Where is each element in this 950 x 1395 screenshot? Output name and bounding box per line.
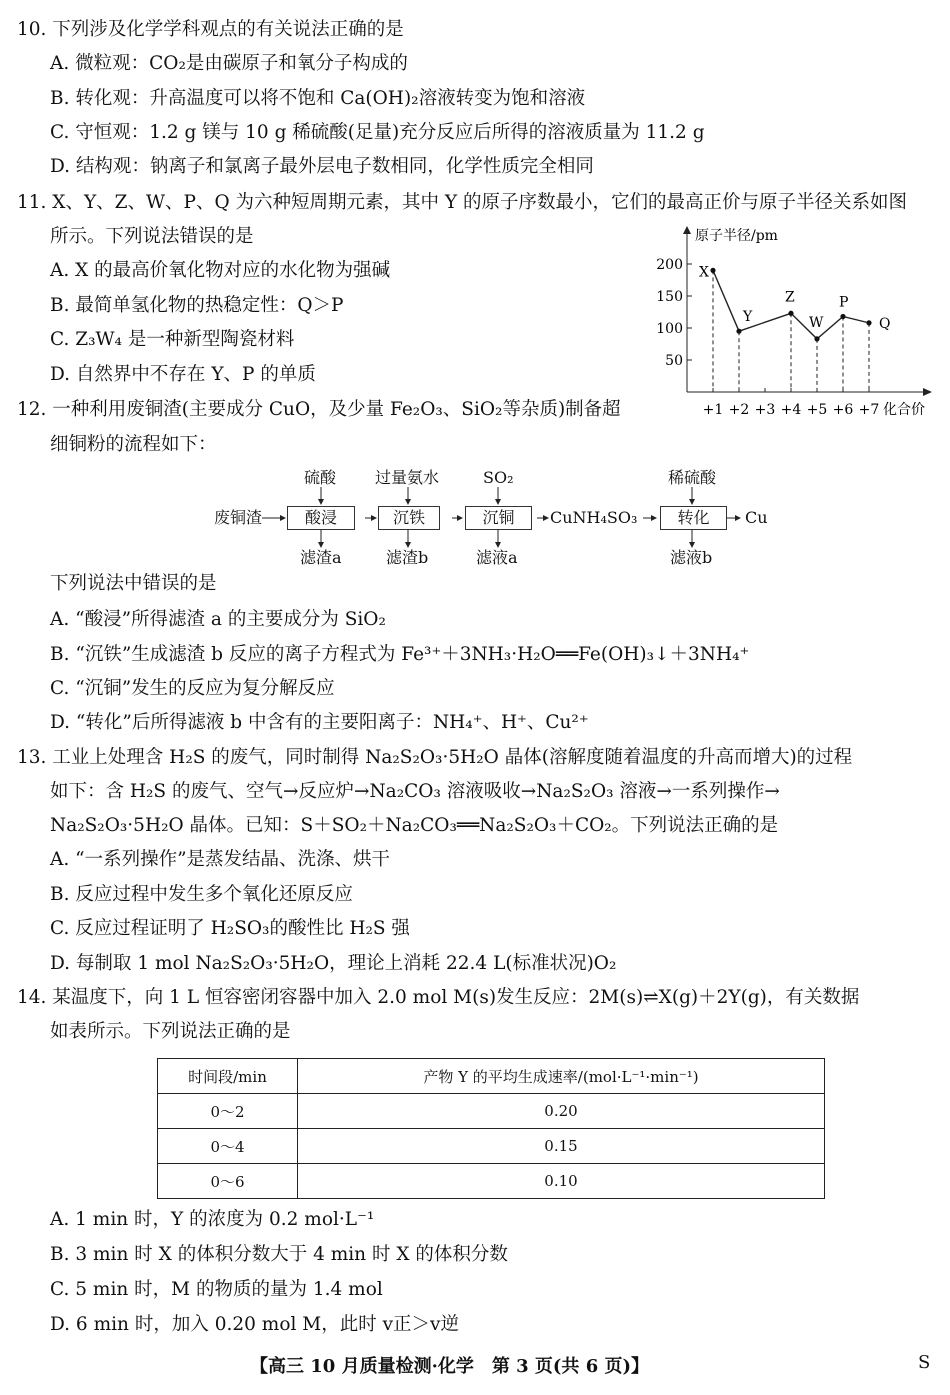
q12-option-d: D. “转化”后所得滤液 b 中含有的主要阳离子：NH₄⁺、H⁺、Cu²⁺ — [50, 712, 589, 733]
x-axis-label: 化合价 — [883, 402, 925, 417]
flow-input-4: 稀硫酸 — [668, 468, 717, 487]
flow-start: 废铜渣 — [214, 508, 263, 527]
table-cell: 0～6 — [158, 1164, 298, 1199]
rate-table — [157, 1058, 825, 1199]
q14-option-d: D. 6 min 时，加入 0.20 mol M，此时 v正＞v逆 — [50, 1314, 459, 1335]
data-point-y — [736, 329, 741, 334]
y-tick-label: 150 — [656, 289, 683, 305]
q12-option-c: C. “沉铜”发生的反应为复分解反应 — [50, 678, 335, 699]
q10-option-b: B. 转化观：升高温度可以将不饱和 Ca(OH)₂溶液转变为饱和溶液 — [50, 88, 586, 109]
data-point-p — [840, 314, 845, 319]
q13-option-d: D. 每制取 1 mol Na₂S₂O₃·5H₂O，理论上消耗 22.4 L(标准状况)O₂ — [50, 953, 617, 974]
x-tick-label: +3 — [754, 402, 776, 417]
x-tick-label: +5 — [806, 402, 828, 417]
q13-stem-1: 13. 工业上处理含 H₂S 的废气，同时制得 Na₂S₂O₃·5H₂O 晶体(溶解度随着温度的升高而增大)的过程 — [17, 747, 853, 768]
q10-stem: 10. 下列涉及化学学科观点的有关说法正确的是 — [17, 19, 404, 40]
flow-step-acid-leach: 酸浸 — [287, 506, 355, 530]
table-cell: 0.20 — [298, 1094, 825, 1129]
q11-stem: 11. X、Y、Z、W、P、Q 为六种短周期元素，其中 Y 的原子序数最小，它们的最高正价与原子半径关系如图 — [17, 192, 908, 213]
q11-stem-cont: 所示。下列说法错误的是 — [50, 226, 254, 247]
x-tick-label: +2 — [728, 402, 750, 417]
q13-option-a: A. “一系列操作”是蒸发结晶、洗涤、烘干 — [50, 849, 391, 870]
q12-option-a: A. “酸浸”所得滤渣 a 的主要成分为 SiO₂ — [50, 609, 386, 630]
table-row — [158, 1164, 825, 1199]
q14-option-b: B. 3 min 时 X 的体积分数大于 4 min 时 X 的体积分数 — [50, 1244, 508, 1265]
flow-input-3: SO₂ — [483, 468, 514, 487]
q10-option-d: D. 结构观：钠离子和氯离子最外层电子数相同，化学性质完全相同 — [50, 156, 594, 177]
q14-option-c: C. 5 min 时，M 的物质的量为 1.4 mol — [50, 1279, 383, 1300]
x-axis-arrow — [923, 388, 932, 396]
flow-output-1: 滤渣a — [300, 548, 342, 567]
q10-option-a: A. 微粒观：CO₂是由碳原子和氧分子构成的 — [50, 53, 408, 74]
flow-input-2: 过量氨水 — [375, 468, 440, 487]
flow-intermediate: CuNH₄SO₃ — [550, 508, 638, 527]
point-label: Z — [785, 289, 795, 306]
y-axis-label: 原子半径/pm — [695, 228, 778, 244]
table-header-row — [158, 1059, 825, 1094]
data-point-x — [710, 268, 715, 273]
q13-option-c: C. 反应过程证明了 H₂SO₃的酸性比 H₂S 强 — [50, 918, 410, 939]
x-tick-label: +7 — [858, 402, 880, 417]
q12-stem-cont: 细铜粉的流程如下： — [50, 434, 217, 455]
flow-step-copper-precip: 沉铜 — [465, 506, 532, 530]
data-point-w — [814, 336, 819, 341]
flow-step-conversion: 转化 — [660, 506, 727, 530]
q10-option-c: C. 守恒观：1.2 g 镁与 10 g 稀硫酸(足量)充分反应后所得的溶液质量为 11.2 g — [50, 122, 705, 143]
flow-input-1: 硫酸 — [304, 468, 337, 487]
table-header: 产物 Y 的平均生成速率/(mol·L⁻¹·min⁻¹) — [298, 1059, 825, 1094]
table-cell: 0.10 — [298, 1164, 825, 1199]
y-tick-label: 50 — [665, 353, 683, 369]
radius-valence-chart — [655, 222, 945, 417]
q13-stem-2: 如下：含 H₂S 的废气、空气→反应炉→Na₂CO₃ 溶液吸收→Na₂S₂O₃ 溶液→一系列操作→ — [50, 781, 780, 802]
point-label: Y — [743, 309, 753, 326]
data-point-q — [866, 320, 871, 325]
y-tick-label: 200 — [656, 257, 683, 273]
page-footer: 【高三 10 月质量检测·化学 第 3 页(共 6 页)】 — [250, 1356, 649, 1377]
flow-output-2: 滤渣b — [386, 548, 429, 567]
q12-option-b: B. “沉铁”生成滤渣 b 反应的离子方程式为 Fe³⁺＋3NH₃·H₂O══Fe(OH)₃↓＋3NH₄⁺ — [50, 644, 750, 665]
y-tick-label: 100 — [656, 321, 683, 337]
q11-option-d: D. 自然界中不存在 Y、P 的单质 — [50, 364, 316, 385]
point-label: W — [809, 314, 824, 331]
table-row — [158, 1129, 825, 1164]
data-point-z — [788, 311, 793, 316]
flow-step-iron-removal: 沉铁 — [378, 506, 440, 530]
q13-stem-3: Na₂S₂O₃·5H₂O 晶体。已知：S＋SO₂＋Na₂CO₃══Na₂S₂O₃＋CO₂。下列说法正确的是 — [50, 815, 779, 836]
q11-option-c: C. Z₃W₄ 是一种新型陶瓷材料 — [50, 329, 295, 350]
q14-stem-cont: 如表所示。下列说法正确的是 — [50, 1021, 291, 1042]
table-cell: 0.15 — [298, 1129, 825, 1164]
q13-option-b: B. 反应过程中发生多个氧化还原反应 — [50, 884, 353, 905]
point-label: Q — [879, 315, 891, 332]
y-axis-arrow — [683, 226, 691, 234]
table-row — [158, 1094, 825, 1129]
q12-stem: 12. 一种利用废铜渣(主要成分 CuO，及少量 Fe₂O₃、SiO₂等杂质)制备超 — [17, 399, 621, 420]
q14-stem: 14. 某温度下，向 1 L 恒容密闭容器中加入 2.0 mol M(s)发生反应：2M(s)⇌X(g)＋2Y(g)，有关数据 — [17, 987, 860, 1008]
table-cell: 0～4 — [158, 1129, 298, 1164]
q14-option-a: A. 1 min 时，Y 的浓度为 0.2 mol·L⁻¹ — [50, 1209, 375, 1230]
q12-question: 下列说法中错误的是 — [50, 573, 217, 594]
q11-option-a: A. X 的最高价氧化物对应的水化物为强碱 — [50, 260, 391, 281]
x-tick-label: +6 — [832, 402, 854, 417]
table-header: 时间段/min — [158, 1059, 298, 1094]
q11-option-b: B. 最简单氢化物的热稳定性：Q＞P — [50, 295, 344, 316]
flow-output-3: 滤液a — [476, 548, 518, 567]
x-tick-label: +4 — [780, 402, 802, 417]
point-label: X — [699, 264, 709, 281]
point-label: P — [839, 294, 849, 311]
process-flow-diagram — [200, 462, 780, 572]
table-cell: 0～2 — [158, 1094, 298, 1129]
flow-end: Cu — [745, 508, 768, 527]
x-tick-label: +1 — [702, 402, 724, 417]
flow-output-4: 滤液b — [670, 548, 713, 567]
page-code: S — [918, 1352, 931, 1373]
